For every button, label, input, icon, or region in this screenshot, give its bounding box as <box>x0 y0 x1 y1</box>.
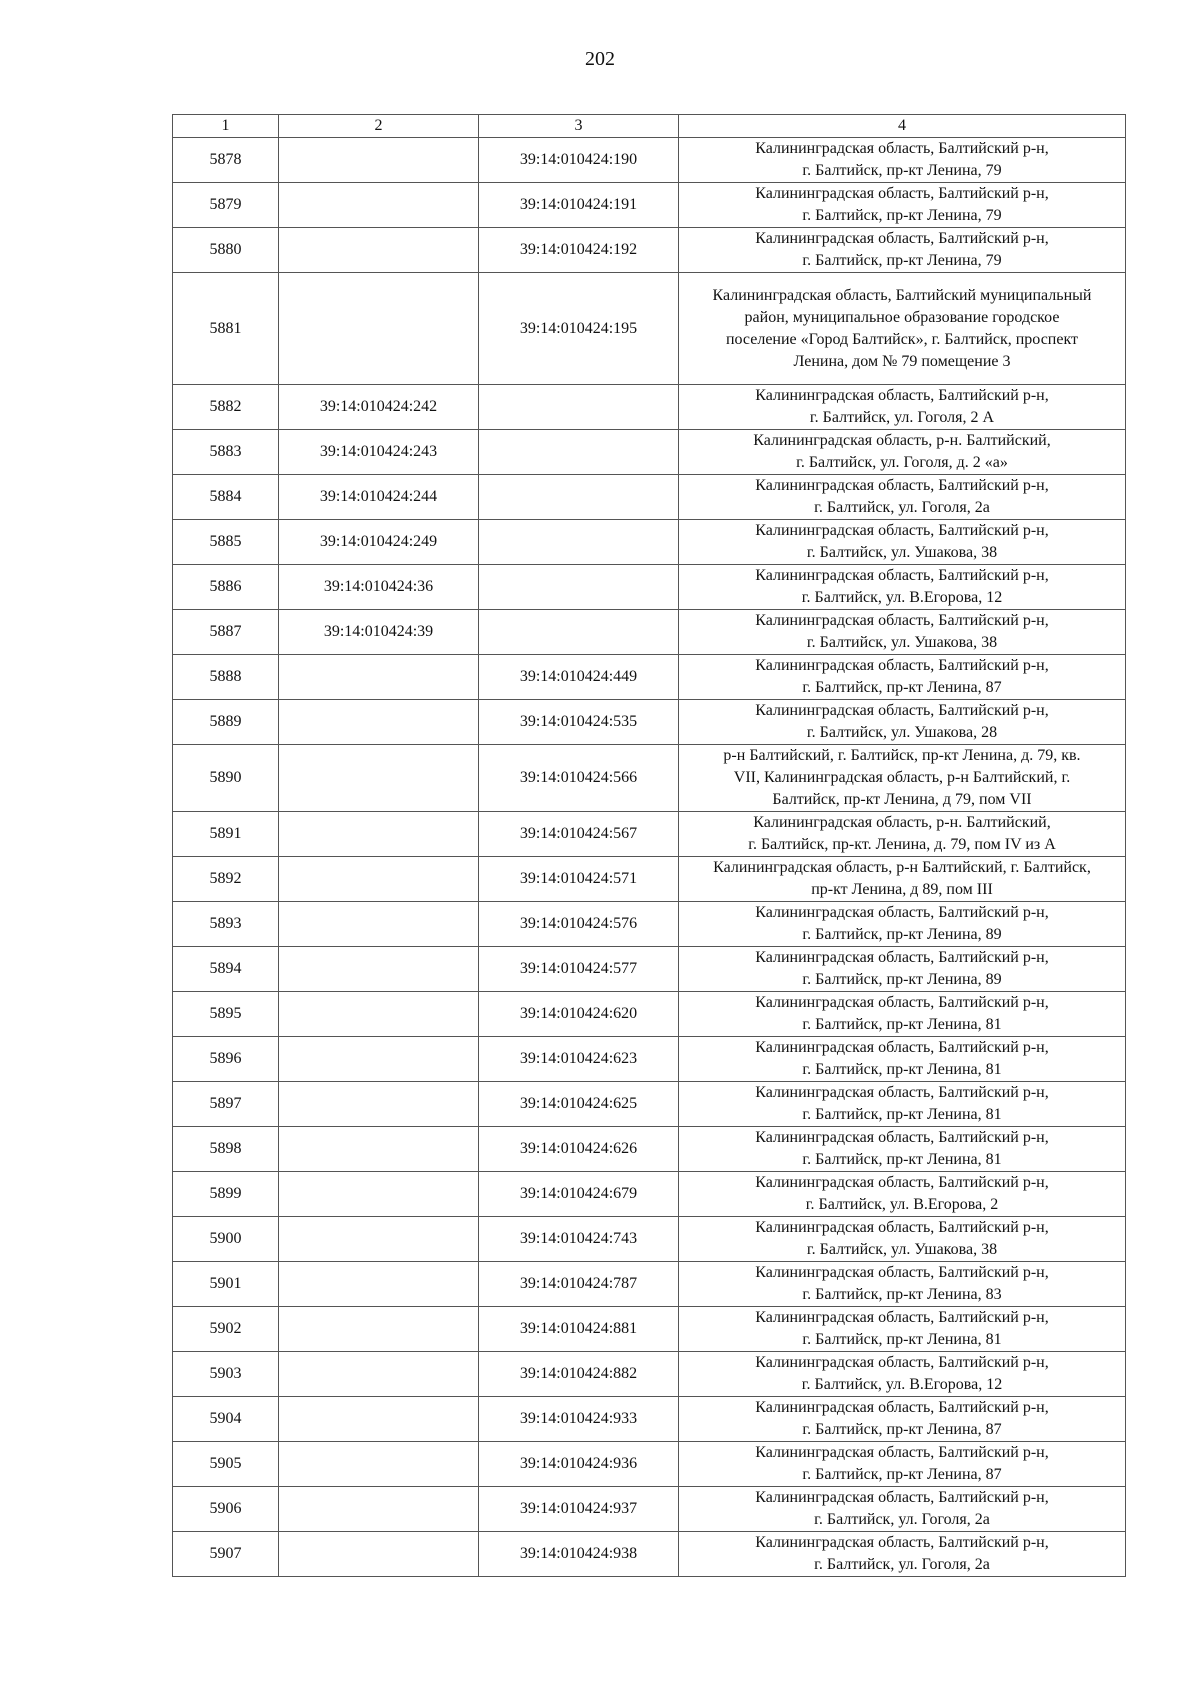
cadastral-number-cell <box>279 1352 479 1397</box>
cadastral-number-cell: 39:14:010424:249 <box>279 520 479 565</box>
cadastral-number-cell: 39:14:010424:625 <box>479 1082 679 1127</box>
cadastral-number-cell: 39:14:010424:933 <box>479 1397 679 1442</box>
table-row <box>173 1217 1126 1262</box>
row-number-cell: 5885 <box>173 520 279 565</box>
address-cell: Калининградская область, Балтийский р-н, г. Балтийск, пр-кт Ленина, 89 <box>679 902 1126 947</box>
table-row <box>173 520 1126 565</box>
address-cell: Калининградская область, Балтийский р-н, г. Балтийск, пр-кт Ленина, 81 <box>679 1082 1126 1127</box>
row-number-cell: 5887 <box>173 610 279 655</box>
cadastral-number-cell: 39:14:010424:192 <box>479 228 679 273</box>
address-cell: Калининградская область, Балтийский р-н, г. Балтийск, пр-кт Ленина, 79 <box>679 183 1126 228</box>
cadastral-number-cell <box>279 655 479 700</box>
table-row <box>173 1082 1126 1127</box>
cadastral-number-cell <box>479 475 679 520</box>
cadastral-number-cell <box>279 947 479 992</box>
address-cell: Калининградская область, Балтийский р-н, г. Балтийск, ул. В.Егорова, 2 <box>679 1172 1126 1217</box>
address-cell: Калининградская область, Балтийский р-н, г. Балтийск, ул. Гоголя, 2 А <box>679 385 1126 430</box>
registry-table <box>172 114 1126 1577</box>
table-row <box>173 1532 1126 1577</box>
cadastral-number-cell <box>279 992 479 1037</box>
address-cell: Калининградская область, Балтийский р-н, г. Балтийск, пр-кт Ленина, 81 <box>679 1037 1126 1082</box>
row-number-cell: 5889 <box>173 700 279 745</box>
cadastral-number-cell: 39:14:010424:195 <box>479 273 679 385</box>
cadastral-number-cell <box>479 520 679 565</box>
cadastral-number-cell: 39:14:010424:243 <box>279 430 479 475</box>
row-number-cell: 5905 <box>173 1442 279 1487</box>
address-cell: Калининградская область, Балтийский р-н, г. Балтийск, ул. Ушакова, 38 <box>679 610 1126 655</box>
cadastral-number-cell: 39:14:010424:882 <box>479 1352 679 1397</box>
table-row <box>173 228 1126 273</box>
cadastral-number-cell: 39:14:010424:571 <box>479 857 679 902</box>
address-cell: Калининградская область, Балтийский р-н, г. Балтийск, ул. Ушакова, 38 <box>679 1217 1126 1262</box>
cadastral-number-cell <box>279 138 479 183</box>
table-row <box>173 1307 1126 1352</box>
table-row <box>173 183 1126 228</box>
address-cell: Калининградская область, Балтийский р-н, г. Балтийск, пр-кт Ленина, 81 <box>679 992 1126 1037</box>
cadastral-number-cell <box>479 610 679 655</box>
row-number-cell: 5883 <box>173 430 279 475</box>
table-row <box>173 902 1126 947</box>
cadastral-number-cell <box>279 1442 479 1487</box>
address-cell: Калининградская область, Балтийский р-н, г. Балтийск, пр-кт Ленина, 87 <box>679 1442 1126 1487</box>
cadastral-number-cell: 39:14:010424:191 <box>479 183 679 228</box>
address-cell: Калининградская область, Балтийский р-н, г. Балтийск, ул. Ушакова, 38 <box>679 520 1126 565</box>
table-row <box>173 1262 1126 1307</box>
cadastral-number-cell: 39:14:010424:577 <box>479 947 679 992</box>
column-header-3: 3 <box>479 115 679 138</box>
table-row <box>173 947 1126 992</box>
row-number-cell: 5891 <box>173 812 279 857</box>
table-row <box>173 655 1126 700</box>
row-number-cell: 5895 <box>173 992 279 1037</box>
cadastral-number-cell: 39:14:010424:244 <box>279 475 479 520</box>
row-number-cell: 5907 <box>173 1532 279 1577</box>
address-cell: Калининградская область, Балтийский р-н, г. Балтийск, ул. Гоголя, 2а <box>679 1487 1126 1532</box>
row-number-cell: 5879 <box>173 183 279 228</box>
table-row <box>173 1442 1126 1487</box>
row-number-cell: 5886 <box>173 565 279 610</box>
cadastral-number-cell: 39:14:010424:623 <box>479 1037 679 1082</box>
cadastral-number-cell: 39:14:010424:626 <box>479 1127 679 1172</box>
table-row <box>173 385 1126 430</box>
row-number-cell: 5902 <box>173 1307 279 1352</box>
cadastral-number-cell <box>279 857 479 902</box>
row-number-cell: 5904 <box>173 1397 279 1442</box>
row-number-cell: 5890 <box>173 745 279 812</box>
address-cell: Калининградская область, Балтийский р-н, г. Балтийск, ул. Ушакова, 28 <box>679 700 1126 745</box>
cadastral-number-cell <box>279 183 479 228</box>
table-row <box>173 1172 1126 1217</box>
address-cell: Калининградская область, Балтийский р-н, г. Балтийск, пр-кт Ленина, 81 <box>679 1127 1126 1172</box>
table-row <box>173 138 1126 183</box>
cadastral-number-cell: 39:14:010424:39 <box>279 610 479 655</box>
cadastral-number-cell <box>279 1397 479 1442</box>
table-row <box>173 273 1126 385</box>
address-cell: Калининградская область, р-н. Балтийский, г. Балтийск, пр-кт. Ленина, д. 79, пом IV из А <box>679 812 1126 857</box>
address-cell: Калининградская область, Балтийский муниципальный район, муниципальное образование городское поселение «Город Балтийск», г. Балтийск, проспект Ленина, дом № 79 помещение 3 <box>679 273 1126 385</box>
address-cell: Калининградская область, Балтийский р-н, г. Балтийск, пр-кт Ленина, 79 <box>679 138 1126 183</box>
header-row <box>173 115 1126 138</box>
row-number-cell: 5882 <box>173 385 279 430</box>
row-number-cell: 5899 <box>173 1172 279 1217</box>
address-cell: Калининградская область, Балтийский р-н, г. Балтийск, пр-кт Ленина, 79 <box>679 228 1126 273</box>
cadastral-number-cell: 39:14:010424:190 <box>479 138 679 183</box>
cadastral-number-cell: 39:14:010424:937 <box>479 1487 679 1532</box>
table-row <box>173 857 1126 902</box>
cadastral-number-cell <box>479 430 679 475</box>
cadastral-number-cell: 39:14:010424:881 <box>479 1307 679 1352</box>
cadastral-number-cell: 39:14:010424:576 <box>479 902 679 947</box>
address-cell: Калининградская область, р-н. Балтийский, г. Балтийск, ул. Гоголя, д. 2 «а» <box>679 430 1126 475</box>
cadastral-number-cell <box>279 1532 479 1577</box>
address-cell: Калининградская область, Балтийский р-н, г. Балтийск, пр-кт Ленина, 87 <box>679 655 1126 700</box>
table-row <box>173 1397 1126 1442</box>
table-row <box>173 1037 1126 1082</box>
row-number-cell: 5881 <box>173 273 279 385</box>
address-cell: Калининградская область, Балтийский р-н, г. Балтийск, пр-кт Ленина, 81 <box>679 1307 1126 1352</box>
table-body <box>173 138 1126 1577</box>
row-number-cell: 5901 <box>173 1262 279 1307</box>
table-row <box>173 812 1126 857</box>
table-row <box>173 745 1126 812</box>
column-header-2: 2 <box>279 115 479 138</box>
cadastral-number-cell <box>279 1487 479 1532</box>
cadastral-number-cell <box>279 902 479 947</box>
row-number-cell: 5894 <box>173 947 279 992</box>
cadastral-number-cell: 39:14:010424:36 <box>279 565 479 610</box>
cadastral-number-cell <box>279 745 479 812</box>
table-row <box>173 1127 1126 1172</box>
row-number-cell: 5888 <box>173 655 279 700</box>
cadastral-number-cell <box>279 1217 479 1262</box>
cadastral-number-cell: 39:14:010424:620 <box>479 992 679 1037</box>
row-number-cell: 5906 <box>173 1487 279 1532</box>
table-row <box>173 1487 1126 1532</box>
address-cell: Калининградская область, р-н Балтийский, г. Балтийск, пр-кт Ленина, д 89, пом III <box>679 857 1126 902</box>
address-cell: р-н Балтийский, г. Балтийск, пр-кт Ленина, д. 79, кв. VII, Калининградская область, р-н Балтийский, г. Балтийск, пр-кт Ленина, д 79, пом VII <box>679 745 1126 812</box>
cadastral-number-cell <box>279 1172 479 1217</box>
column-header-4: 4 <box>679 115 1126 138</box>
cadastral-number-cell <box>279 1037 479 1082</box>
table-row <box>173 565 1126 610</box>
cadastral-number-cell: 39:14:010424:743 <box>479 1217 679 1262</box>
row-number-cell: 5896 <box>173 1037 279 1082</box>
table-row <box>173 430 1126 475</box>
table-row <box>173 992 1126 1037</box>
cadastral-number-cell <box>279 273 479 385</box>
row-number-cell: 5893 <box>173 902 279 947</box>
cadastral-number-cell: 39:14:010424:449 <box>479 655 679 700</box>
row-number-cell: 5900 <box>173 1217 279 1262</box>
address-cell: Калининградская область, Балтийский р-н, г. Балтийск, пр-кт Ленина, 87 <box>679 1397 1126 1442</box>
row-number-cell: 5903 <box>173 1352 279 1397</box>
table-row <box>173 1352 1126 1397</box>
column-header-1: 1 <box>173 115 279 138</box>
cadastral-number-cell: 39:14:010424:567 <box>479 812 679 857</box>
address-cell: Калининградская область, Балтийский р-н, г. Балтийск, пр-кт Ленина, 89 <box>679 947 1126 992</box>
address-cell: Калининградская область, Балтийский р-н, г. Балтийск, ул. Гоголя, 2а <box>679 1532 1126 1577</box>
cadastral-number-cell <box>479 565 679 610</box>
cadastral-number-cell: 39:14:010424:242 <box>279 385 479 430</box>
address-cell: Калининградская область, Балтийский р-н, г. Балтийск, пр-кт Ленина, 83 <box>679 1262 1126 1307</box>
page-number: 202 <box>585 48 615 70</box>
address-cell: Калининградская область, Балтийский р-н, г. Балтийск, ул. Гоголя, 2а <box>679 475 1126 520</box>
cadastral-number-cell: 39:14:010424:679 <box>479 1172 679 1217</box>
address-cell: Калининградская область, Балтийский р-н, г. Балтийск, ул. В.Егорова, 12 <box>679 1352 1126 1397</box>
row-number-cell: 5884 <box>173 475 279 520</box>
row-number-cell: 5892 <box>173 857 279 902</box>
cadastral-number-cell <box>279 228 479 273</box>
cadastral-number-cell <box>279 700 479 745</box>
cadastral-number-cell <box>279 812 479 857</box>
cadastral-number-cell: 39:14:010424:535 <box>479 700 679 745</box>
cadastral-number-cell <box>279 1127 479 1172</box>
cadastral-number-cell <box>279 1262 479 1307</box>
row-number-cell: 5898 <box>173 1127 279 1172</box>
cadastral-number-cell: 39:14:010424:566 <box>479 745 679 812</box>
cadastral-number-cell: 39:14:010424:938 <box>479 1532 679 1577</box>
cadastral-number-cell: 39:14:010424:936 <box>479 1442 679 1487</box>
row-number-cell: 5897 <box>173 1082 279 1127</box>
table-row <box>173 610 1126 655</box>
cadastral-number-cell <box>479 385 679 430</box>
cadastral-number-cell <box>279 1082 479 1127</box>
address-cell: Калининградская область, Балтийский р-н, г. Балтийск, ул. В.Егорова, 12 <box>679 565 1126 610</box>
row-number-cell: 5880 <box>173 228 279 273</box>
table-row <box>173 475 1126 520</box>
table-header <box>173 115 1126 138</box>
table-row <box>173 700 1126 745</box>
row-number-cell: 5878 <box>173 138 279 183</box>
cadastral-number-cell <box>279 1307 479 1352</box>
cadastral-number-cell: 39:14:010424:787 <box>479 1262 679 1307</box>
